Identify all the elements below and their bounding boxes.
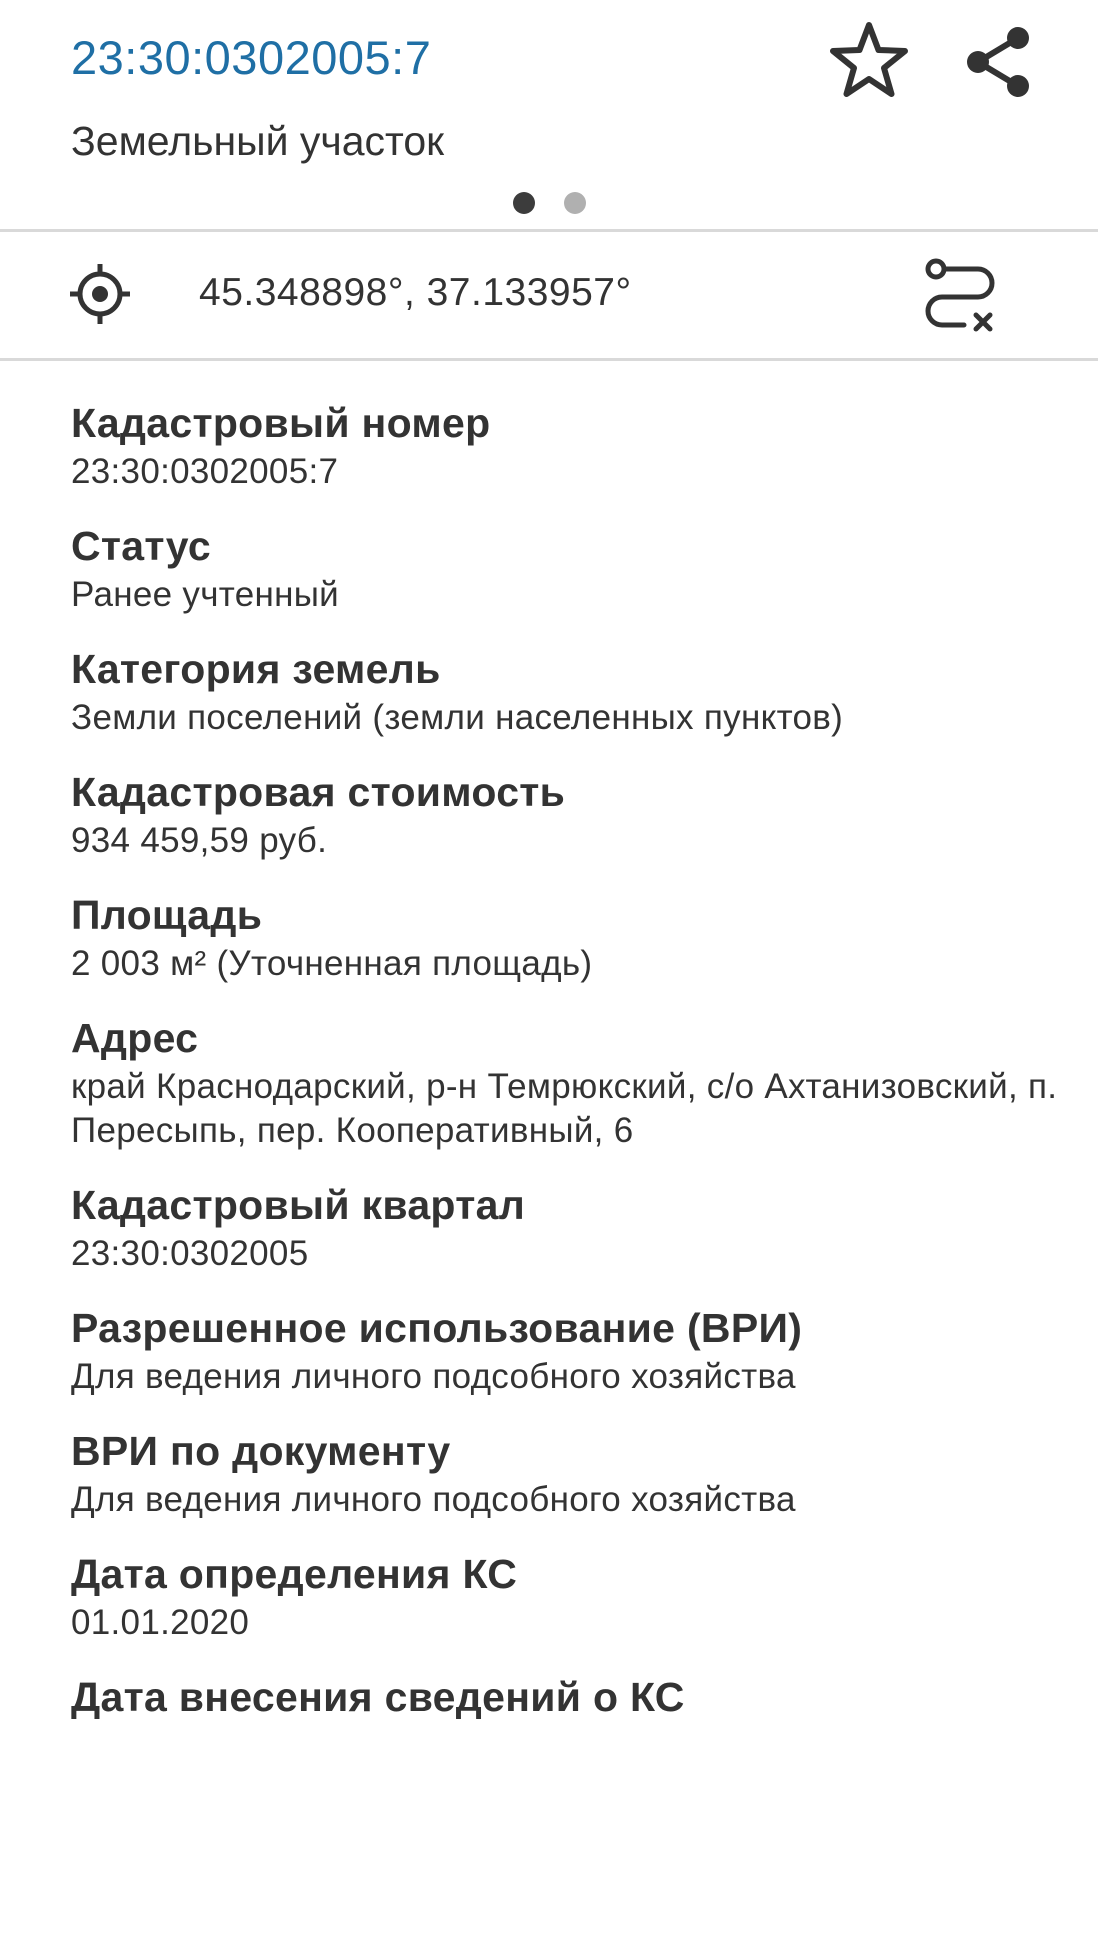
share-button[interactable] [960,24,1036,100]
property-valuation-date [71,1547,1061,1645]
property-value: край Краснодарский, р-н Темрюкский, с/о Ахтанизовский, п. Пересыпь, пер. Кооперативный, 6 [71,1067,1058,1150]
favorite-button[interactable] [828,20,910,102]
object-header [0,0,1098,230]
property-cadastral-number [71,396,1061,494]
property-label: Разрешенное использование (ВРИ) [71,1305,803,1351]
property-value: Земли поселений (земли населенных пунктов) [71,698,844,737]
property-status [71,519,1061,617]
property-permitted-use-document [71,1424,1061,1522]
property-cadastral-value [71,765,1061,863]
property-value-entry-date [71,1670,1061,1724]
divider [0,358,1098,361]
property-label: Кадастровая стоимость [71,769,566,815]
object-type-subtitle: Земельный участок [71,118,445,164]
property-cadastral-quarter [71,1178,1061,1276]
cadastral-number-title[interactable]: 23:30:0302005:7 [71,31,432,84]
property-value: 934 459,59 руб. [71,821,328,860]
route-clear-icon [920,256,1000,336]
share-icon [960,24,1036,100]
property-value: 23:30:0302005 [71,1234,309,1273]
page-indicator [0,192,1098,214]
property-land-category [71,642,1061,740]
property-value: 23:30:0302005:7 [71,452,339,491]
property-label: ВРИ по документу [71,1428,451,1474]
locate-button[interactable] [68,262,132,326]
property-label: Адрес [71,1015,199,1061]
property-value: 2 003 м² (Уточненная площадь) [71,944,593,983]
coordinates-text[interactable]: 45.348898°, 37.133957° [199,271,632,314]
property-address [71,1011,1061,1153]
property-value: 01.01.2020 [71,1603,250,1642]
property-label: Категория земель [71,646,441,692]
coordinates-row [0,232,1098,358]
property-label: Дата определения КС [71,1551,518,1597]
route-button[interactable] [920,256,1000,336]
property-permitted-use [71,1301,1061,1399]
page-dot-inactive[interactable] [564,192,586,214]
property-label: Кадастровый номер [71,400,491,446]
property-label: Площадь [71,892,263,938]
property-label: Кадастровый квартал [71,1182,526,1228]
star-outline-icon [828,20,910,102]
property-value: Для ведения личного подсобного хозяйства [71,1480,796,1519]
properties-list [71,396,1061,1749]
page-dot-active[interactable] [513,192,535,214]
property-label: Дата внесения сведений о КС [71,1674,685,1720]
property-area [71,888,1061,986]
property-value: Для ведения личного подсобного хозяйства [71,1357,796,1396]
property-label: Статус [71,523,211,569]
property-value: Ранее учтенный [71,575,340,614]
crosshair-icon [68,262,132,326]
